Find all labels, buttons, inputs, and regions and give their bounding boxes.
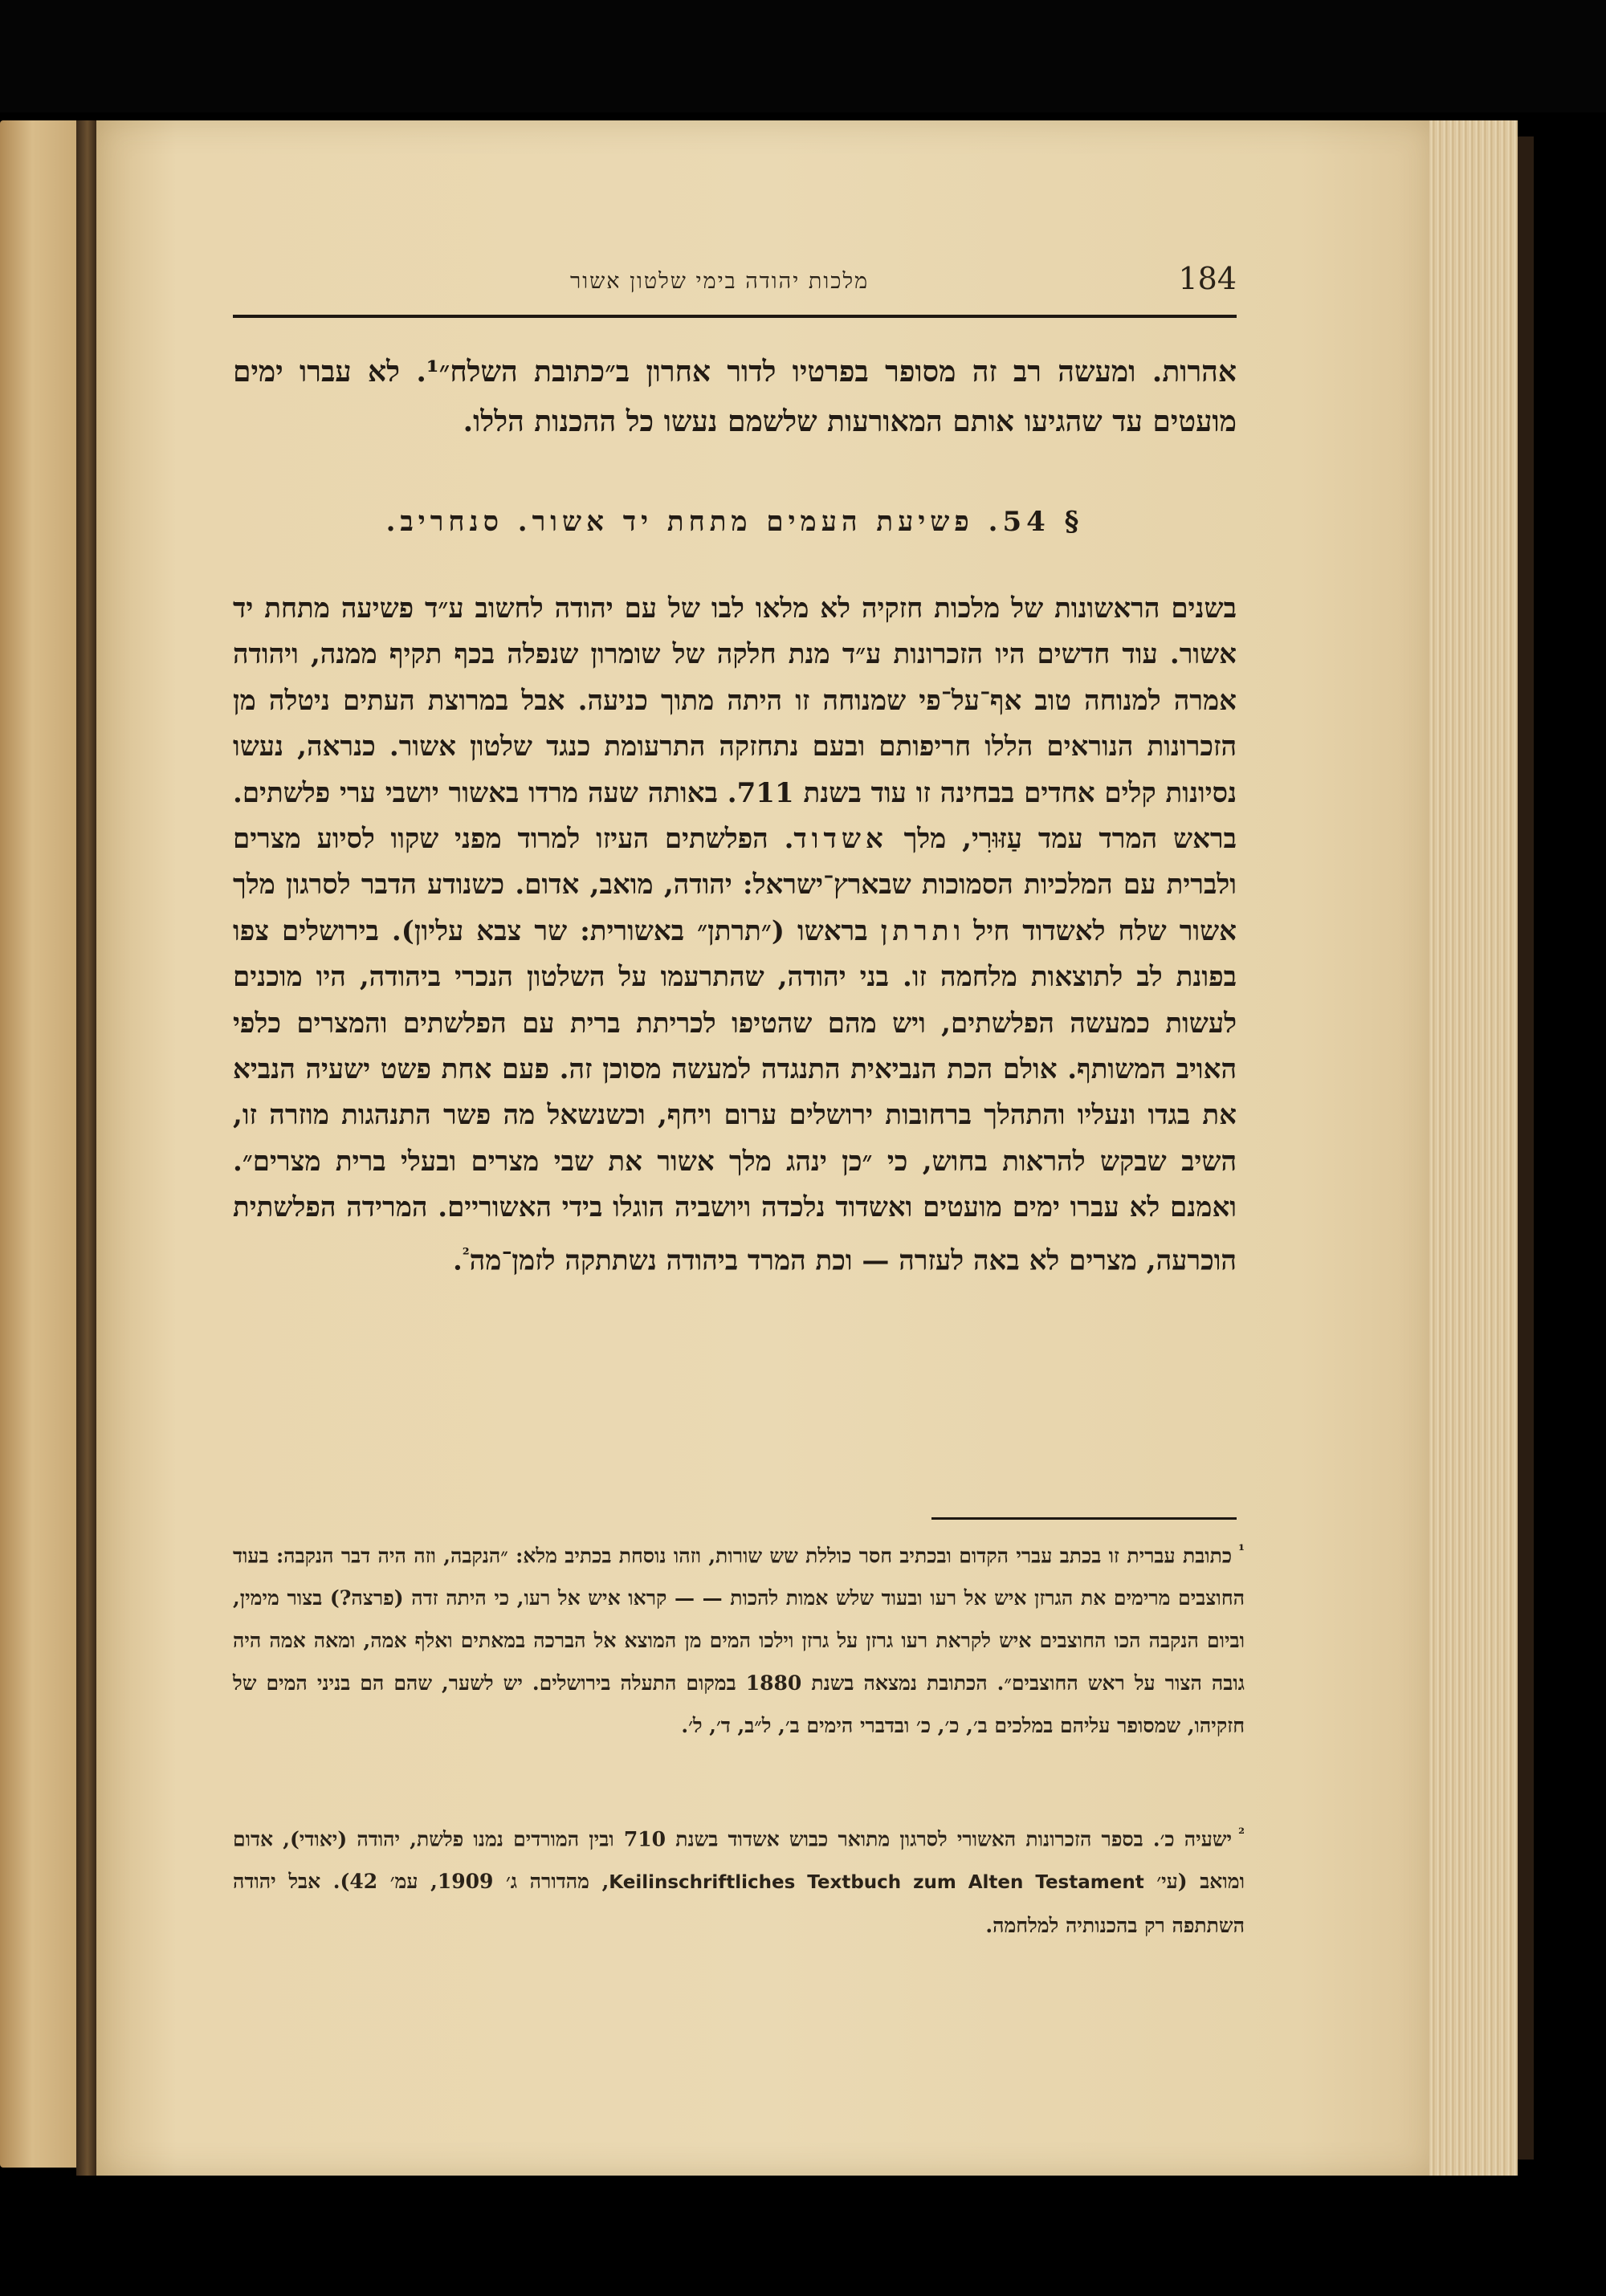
page-number: 184 bbox=[1178, 261, 1237, 296]
footnote-2-latin-title: Keilinschriftliches Textbuch zum Alten Testament bbox=[609, 1872, 1144, 1894]
book-spine bbox=[76, 120, 99, 2176]
main-paragraph bbox=[233, 586, 1237, 1284]
footnote-2-mark: ² bbox=[1238, 1826, 1245, 1842]
page-header bbox=[233, 261, 1237, 309]
footnote-2-text-b: , מהדורה ג׳ 1909, עמ׳ 42). אבל יהודה השתתפה רק בהכנותיה למלחמה. bbox=[233, 1870, 1245, 1938]
ashdod-spaced: אשדוד bbox=[793, 823, 888, 856]
section-heading: § 54. פשיעת העמים מתחת יד אשור. סנחריב. bbox=[385, 506, 1084, 538]
footnote-2 bbox=[233, 1813, 1245, 1947]
footnote-1-mark: ¹ bbox=[1238, 1542, 1245, 1559]
tartan-spaced: תרתן bbox=[880, 914, 954, 947]
top-paragraph bbox=[233, 347, 1237, 446]
footnote-1-text: כתובת עברית זו בכתב עברי הקדום ובכתיב חסר כוללת שש שורות, וזהו נוסחת בכתיב מלא: ״הנקבה, וזה היה דבר הנקבה: בעוד החוצבים מרימים את הגרזן איש אל רעו ובעוד שלש אמות להכות — — קראו איש אל רעו, כי היתה זדה (פרצה?) בצור מימין, וביום הנקבה הכו החוצבים איש לקראת רעו גרזן על גרזן וילכו המים מן המוצא אל הברכה במאתים ואלף אמה, ומאה אמה היה גובה הצור על ראש החוצבים״. הכתובת נמצאה בשנת 1880 במקום התעלה בירושלים. יש לשער, שהם הם בניני המים של חזקיהו, שמסופר עליהם במלכים ב׳, כ׳, כ׳ ובדברי הימים ב׳, ל״ב, ד׳, ל׳. bbox=[233, 1544, 1245, 1738]
running-title: מלכות יהודה בימי שלטון אשור bbox=[570, 269, 870, 294]
page-stack-edges bbox=[1429, 120, 1518, 2176]
background-top bbox=[0, 0, 1606, 112]
main-paragraph-end: . bbox=[453, 1244, 463, 1277]
footnote-ref-2: ² bbox=[462, 1244, 470, 1264]
footnote-2-text-a: ישעיה כ׳. בספר הזכרונות האשורי לסרגון מתואר כבוש אשדוד בשנת 710 ובין המורדים נמנו פלשת, יהודה (יאודי), אדום ומואב (עי׳ bbox=[233, 1827, 1245, 1894]
book-cover-edge bbox=[1518, 136, 1534, 2160]
left-page-edge bbox=[0, 120, 80, 2168]
top-paragraph-text: אהרות. ומעשה רב זה מסופר בפרטיו לדור אחרון ב״כתובת השלח״¹. לא עברו ימים מועטים עד שהגיעו אותם המאורעות שלשמם נעשו כל ההכנות הללו. bbox=[233, 355, 1237, 438]
footnote-rule bbox=[931, 1517, 1237, 1520]
header-rule bbox=[233, 315, 1237, 318]
main-paragraph-part3: בראשו (״תרתן״ באשורית: שר צבא עליון). בירושלים צפו בפונת לב לתוצאות מלחמה זו. בני יהודה, שהתרעמו על השלטון הנכרי ביהודה, היו מוכנים לעשות כמעשה הפלשתים, ויש מהם שהטיפו לכריתת ברית עם הפלשתים והמצרים כלפי האויב המשותף. אולם הכת הנביאית התנגדה למעשה מסוכן זה. פעם אחת פשט ישעיה הנביא את בגדו ונעליו והתהלך ברחובות ירושלים ערום ויחף, וכשנשאל מה פשר התנהגות מוזרה זו, השיב שבקש להראות בחוש, כי ״כן ינהג מלך אשור את שבי מצרים ובעלי ברית מצרים״. ואמנם לא עברו ימים מועטים ואשדוד נלכדה ויושביה הוגלו בידי האשוריים. המרידה הפלשתית הוכרעה, מצרים לא באה לעזרה — וכת המרד ביהודה נשתתקה לזמן־מה bbox=[233, 914, 1237, 1277]
main-paragraph-part1: בשנים הראשונות של מלכות חזקיה לא מלאו לבו של עם יהודה לחשוב ע״ד פשיעה מתחת יד אשור. עוד חדשים היו הזכרונות ע״ד מנת חלקה של שומרון שנפלה בכף תקיף ממנה, ויהודה אמרה למנוחה טוב אף־על־פי שמנוחה זו היתה מתוך כניעה. אבל במרוצת העתים ניטלה מן הזכרונות הנוראים הללו חריפותם ובעם נתחזקה התרעומת כנגד שלטון אשור. כנראה, נעשו נסיונות קלים אחדים בבחינה זו עוד בשנת 711. באותה שעה מרדו באשור יושבי ערי פלשתים. בראש המרד עמד עַזּוּרִי, מלך bbox=[233, 592, 1237, 856]
main-paragraph-part2: . הפלשתים העיזו למרוד מפני שקוו לסיוע מצרים ולברית עם המלכיות הסמוכות שבארץ־ישראל: יהודה, מואב, אדום. כשנודע הדבר לסרגון מלך אשור שלח לאשדוד חיל ו bbox=[233, 823, 1237, 947]
footnote-1 bbox=[233, 1529, 1245, 1747]
